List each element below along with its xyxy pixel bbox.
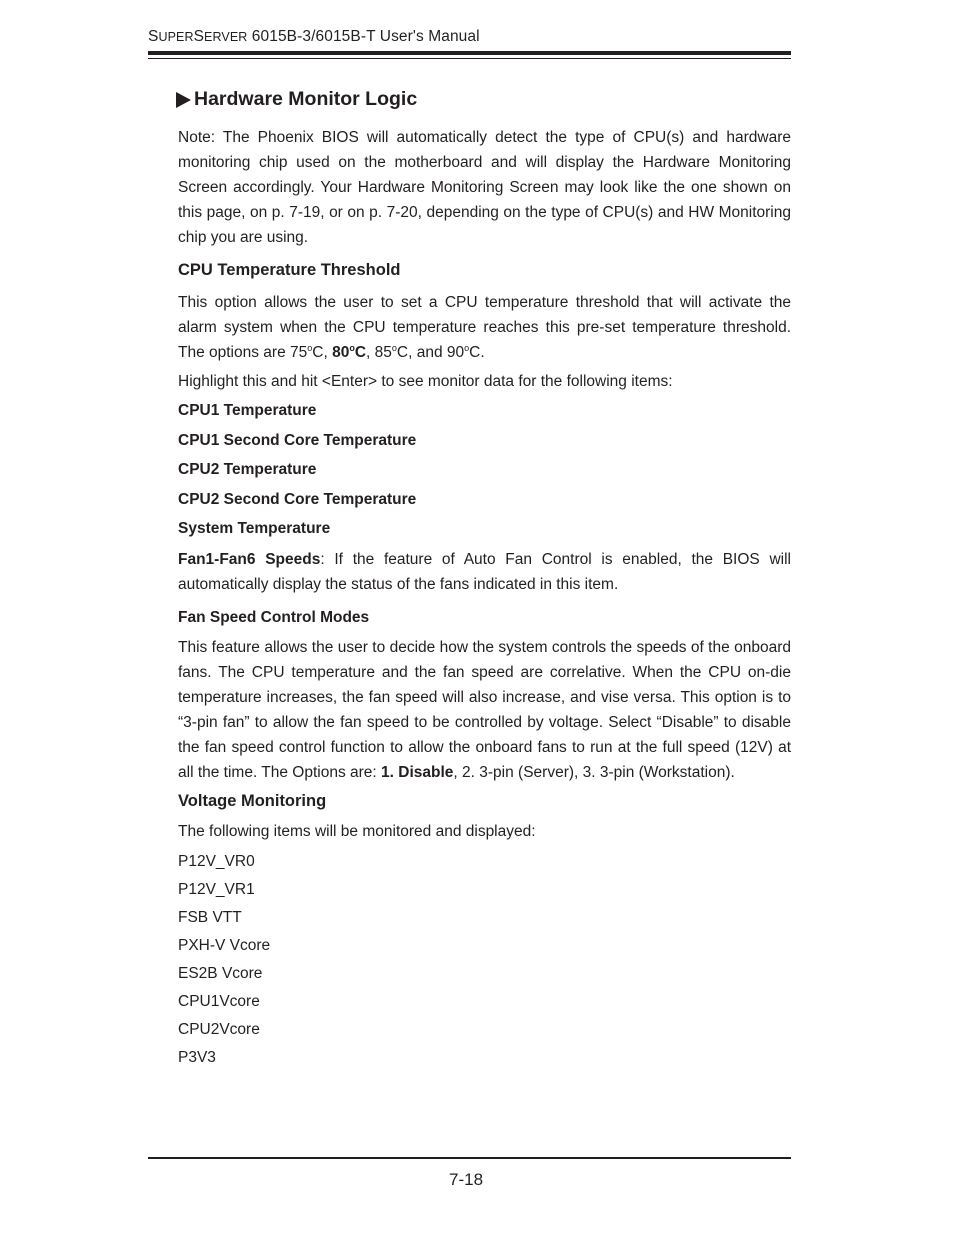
fan-modes-heading: Fan Speed Control Modes — [178, 609, 370, 626]
page-content — [178, 88, 791, 1073]
temp-item-system: System Temperature — [178, 520, 331, 537]
voltage-item: CPU1Vcore — [178, 993, 260, 1010]
page-number: 7-18 — [449, 1170, 484, 1189]
bios-note: Note: The Phoenix BIOS will automatically detect the type of CPU(s) and hardware monitoring chip used on the motherboard and will display the Hardware Monitoring Screen accordingly. Your Hardware Monitoring Screen may look like the one shown on this page, on p. 7-19, or on p. 7-20, depending on the type of CPU(s) and HW Monitoring chip you are using. — [178, 129, 791, 246]
voltage-item: ES2B Vcore — [178, 965, 263, 982]
triangle-bullet-icon — [176, 92, 191, 108]
header-rule-thin — [148, 58, 791, 59]
fan-modes-description: This feature allows the user to decide how the system controls the speeds of the onboard fans. The CPU temperature and the fan speed are correlative. When the CPU on-die temperature increases, the fan speed will also increase, and vise versa. This option is to “3-pin fan” to allow the fan speed to be controlled by voltage. Select “Disable” to disable the fan speed control function to allow the onboard fans to run at the full speed (12V) at all the time. The Options are: 1. Disable, 2. 3-pin (Server), 3. 3-pin (Workstation). — [178, 639, 791, 781]
voltage-item: FSB VTT — [178, 909, 242, 926]
voltage-item: CPU2Vcore — [178, 1021, 260, 1038]
section-title — [176, 88, 791, 111]
default-option: 80$^o$C — [332, 343, 367, 361]
temp-item-cpu2: CPU2 Temperature — [178, 461, 317, 478]
voltage-intro: The following items will be monitored and displayed: — [178, 823, 536, 840]
running-header: SUPERSERVER 6015B-3/6015B-T User's Manual — [148, 28, 480, 45]
voltage-item: P3V3 — [178, 1049, 216, 1066]
voltage-item: PXH-V Vcore — [178, 937, 271, 954]
voltage-heading: Voltage Monitoring — [178, 792, 327, 810]
voltage-item: P12V_VR0 — [178, 853, 255, 870]
cpu-threshold-description: This option allows the user to set a CPU temperature threshold that will activate the alarm system when the CPU temperature reaches this pre-set temperature threshold. The options are 75$^o$C, 80$^o$C, 85$^o$C, and 90$^o$C. — [178, 294, 791, 361]
cpu-threshold-heading: CPU Temperature Threshold — [178, 261, 401, 279]
footer-rule — [148, 1157, 791, 1159]
highlight-instruction: Highlight this and hit <Enter> to see monitor data for the following items: — [178, 373, 673, 390]
section-title-text: Hardware Monitor Logic — [194, 88, 418, 110]
voltage-item: P12V_VR1 — [178, 881, 255, 898]
temp-item-cpu1: CPU1 Temperature — [178, 402, 317, 419]
header-rule-thick — [148, 51, 791, 55]
temp-item-cpu2-second-core: CPU2 Second Core Temperature — [178, 490, 417, 508]
fan-speeds-description: Fan1-Fan6 Speeds: If the feature of Auto Fan Control is enabled, the BIOS will automatically display the status of the fans indicated in this item. — [178, 551, 791, 593]
temp-item-cpu1-second-core: CPU1 Second Core Temperature — [178, 431, 417, 449]
